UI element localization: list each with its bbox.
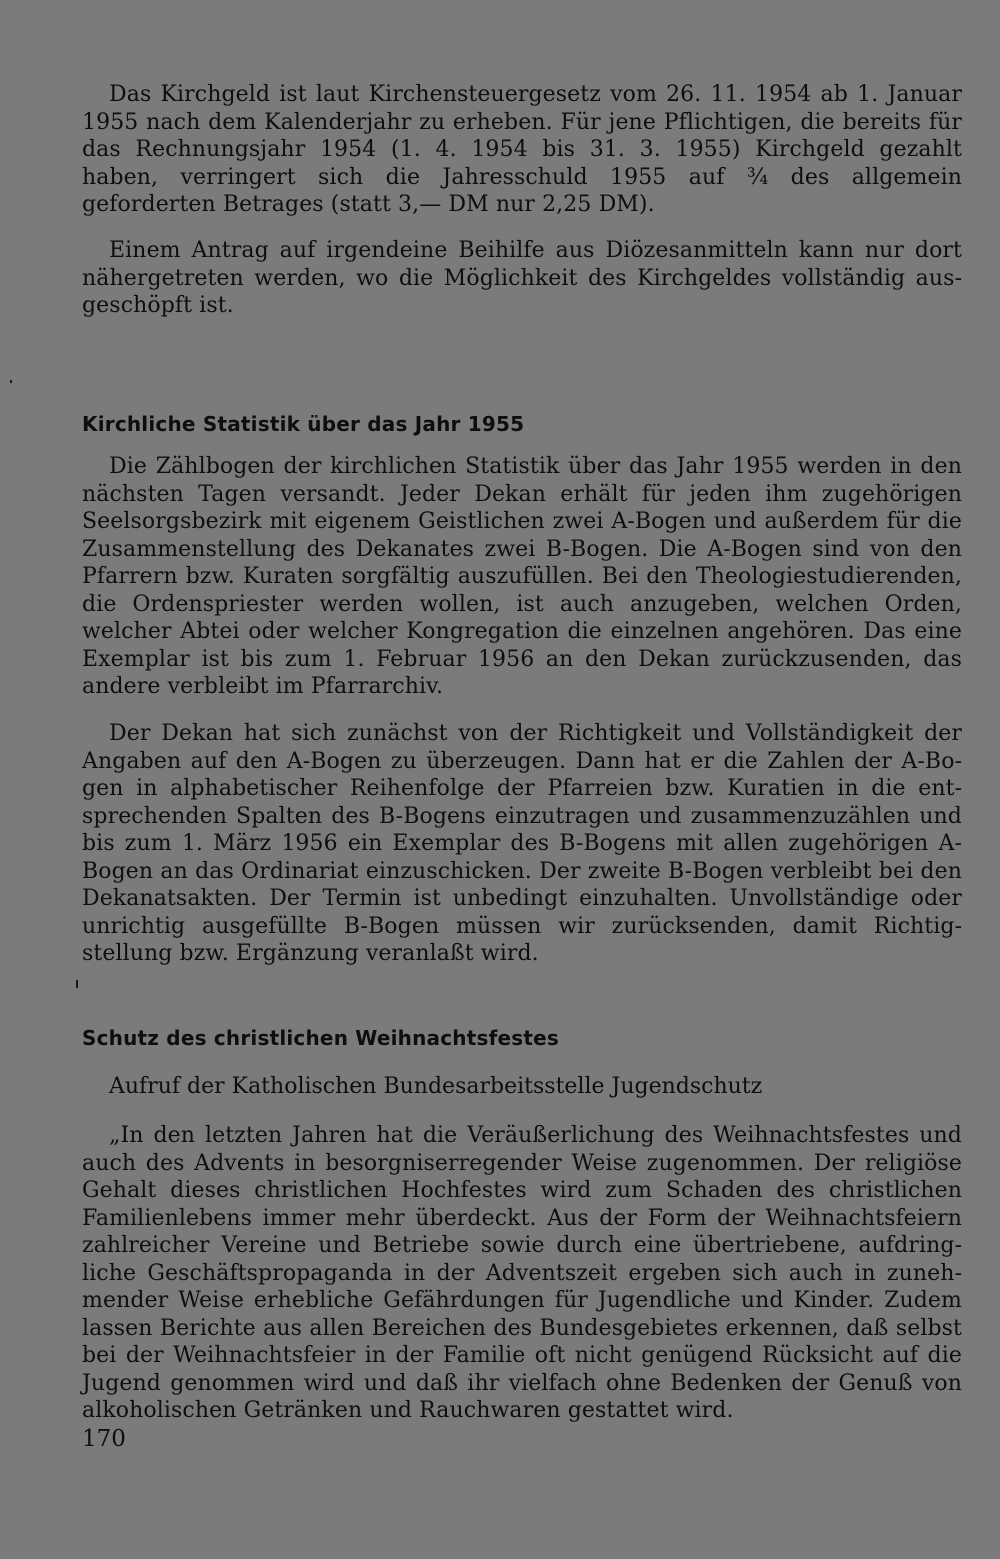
page-number: 170 [82,1426,126,1452]
paragraph-zaehlbogen: Die Zählbogen der kirchlichen Statistik über das Jahr 1955 werden in den nächsten Tagen versandt. Jeder Dekan erhält für jeden ihm zugehörigen Seelsorgsbezirk mit eigenem Geistlichen zwei A-Bogen und außerdem für die Zusammenstellung des Dekanates zwei B-Bogen. Die A-Bogen sind von den Pfarrern bzw. Kuraten sorgfältig auszufüllen. Bei den Theologiestudierenden, die Ordenspriester werden wollen, ist auch anzugeben, welchen Orden, welcher Abtei oder welcher Kongregation die einzelnen angehören. Das eine Exemplar ist bis zum 1. Februar 1956 an den Dekan zurückzusenden, das andere verbleibt im Pfarrarchiv. [82,454,962,699]
section-heading-statistik: Kirchliche Statistik über das Jahr 1955 [82,412,525,436]
section-subtitle-aufruf: Aufruf der Katholischen Bundesarbeitsstelle Jugendschutz [109,1074,763,1099]
scan-speck [76,980,78,988]
section-heading-weihnacht: Schutz des christlichen Weihnachtsfestes [82,1026,559,1050]
paragraph-aufruf-quote: „In den letzten Jahren hat die Veräußerlichung des Weihnachtsfestes und auch des Advents in besorgniserregender Weise zugenommen. Der religiöse Gehalt dieses christlichen Hochfestes wird zum Schaden des christlichen Familienlebens immer mehr überdeckt. Aus der Form der Weihnachtsfeiern zahlreicher Vereine und Betriebe sowie durch eine übertriebene, aufdringliche Geschäftspropaganda in der Adventszeit ergeben sich auch in zunehmender Weise erhebliche Gefährdungen für Jugendliche und Kinder. Zudem lassen Berichte aus allen Bereichen des Bundesgebietes erkennen, daß selbst bei der Weihnachtsfeier in der Familie oft nicht genügend Rücksicht auf die Jugend genommen wird und daß ihr vielfach ohne Bedenken der Genuß von alkoholischen Getränken und Rauchwaren gestattet wird. [82,1123,962,1423]
paragraph-dekan: Der Dekan hat sich zunächst von der Richtigkeit und Vollständigkeit der Angaben auf den A-Bogen zu überzeugen. Dann hat er die Zahlen der A-Bogen in alphabetischer Reihenfolge der Pfarreien bzw. Kuratien in die entsprechenden Spalten des B-Bogens einzutragen und zusammenzuzählen und bis zum 1. März 1956 ein Exemplar des B-Bogens mit allen zugehörigen A-Bogen an das Ordinariat einzuschicken. Der zweite B-Bogen verbleibt bei den Dekanatsakten. Der Termin ist unbedingt einzuhalten. Unvollständige oder unrichtig ausgefüllte B-Bogen müssen wir zurücksenden, damit Richtigstellung bzw. Ergänzung veranlaßt wird. [82,721,962,966]
scan-speck [10,380,12,383]
paragraph-beihilfe: Einem Antrag auf irgendeine Beihilfe aus Diözesanmitteln kann nur dort nähergetreten werden, wo die Möglichkeit des Kirchgeldes vollständig ausgeschöpft ist. [82,238,962,318]
paragraph-kirchgeld: Das Kirchgeld ist laut Kirchensteuergesetz vom 26. 11. 1954 ab 1. Januar 1955 nach dem Kalenderjahr zu erheben. Für jene Pflichtigen, die bereits für das Rechnungsjahr 1954 (1. 4. 1954 bis 31. 3. 1955) Kirchgeld gezahlt haben, verringert sich die Jahresschuld 1955 auf ¾ des allgemein geforderten Betrages (statt 3,— DM nur 2,25 DM). [82,82,962,217]
